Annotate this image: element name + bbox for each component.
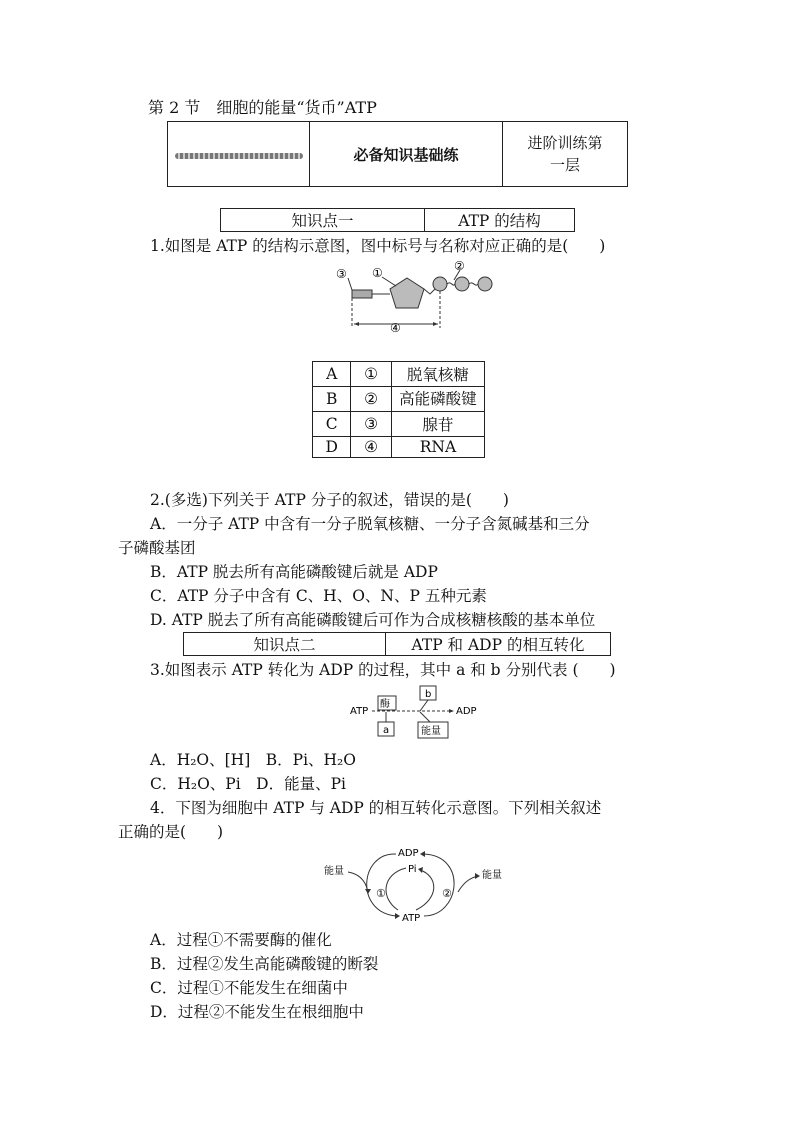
q2-option-c: C．ATP 分子中含有 C、H、O、N、P 五种元素: [150, 587, 487, 605]
fig4-pi: Pi: [408, 864, 417, 875]
knowledge-point-2: [183, 632, 611, 656]
label-1: ①: [372, 266, 383, 280]
q4-stem-line2: 正确的是( ): [118, 823, 224, 841]
q3-options-ab: A．H₂O、[H] B．Pi、H₂O: [150, 751, 356, 769]
header-right: 进阶训练第 一层: [503, 122, 628, 187]
fig3-enzyme: 酶: [380, 699, 390, 710]
q4-option-b: B．过程②发生高能磷酸键的断裂: [150, 955, 379, 973]
q1-stem: 1.如图是 ATP 的结构示意图，图中标号与名称对应正确的是( ): [150, 237, 606, 255]
fig4-energy-right: 能量: [482, 870, 502, 881]
fig3-a: a: [383, 725, 390, 736]
q4-option-a: A．过程①不需要酶的催化: [150, 931, 332, 949]
kp1-label: 知识点一: [221, 209, 425, 232]
header-decor-cell: [168, 122, 310, 187]
fig4-adp: ADP: [398, 848, 419, 859]
label-4: ④: [390, 321, 401, 335]
q1-row-b: B ② 高能磷酸键: [313, 387, 485, 412]
fig3-atp: ATP: [350, 706, 369, 717]
q1-row-c: C ③ 腺苷: [313, 412, 485, 437]
knowledge-point-1: [220, 208, 575, 232]
kp2-topic: ATP 和 ADP 的相互转化: [386, 633, 611, 656]
fig4-process-2: ②: [442, 887, 452, 900]
fig3-adp: ADP: [456, 706, 477, 717]
atp-adp-cycle-figure: [320, 842, 510, 926]
q4-stem-line1: 4．下图为细胞中 ATP 与 ADP 的相互转化示意图。下列相关叙述: [150, 799, 602, 817]
q1-answer-table: [312, 361, 485, 458]
atp-to-adp-figure: [348, 684, 488, 744]
phosphate-1: [433, 277, 447, 291]
label-2: ②: [454, 259, 465, 273]
q4-option-c: C．过程①不能发生在细菌中: [150, 979, 348, 997]
decor-bar: [175, 153, 303, 159]
q2-option-a-line2: 子磷酸基团: [118, 539, 196, 557]
q3-stem: 3.如图表示 ATP 转化为 ADP 的过程，其中 a 和 b 分别代表 ( ): [150, 661, 616, 679]
q2-option-b: B．ATP 脱去所有高能磷酸键后就是 ADP: [150, 563, 438, 581]
q3-options-cd: C．H₂O、Pi D．能量、Pi: [150, 775, 346, 793]
q2-option-d: D. ATP 脱去了所有高能磷酸键后可作为合成核糖核酸的基本单位: [150, 611, 596, 629]
fig4-process-1: ①: [376, 887, 386, 900]
q2-stem: 2.(多选)下列关于 ATP 分子的叙述，错误的是( ): [150, 491, 509, 509]
fig4-atp: ATP: [402, 913, 421, 924]
phosphate-2: [455, 277, 469, 291]
q1-row-a: A ① 脱氧核糖: [313, 362, 485, 387]
phosphate-3: [478, 277, 492, 291]
q2-option-a-line1: A．一分子 ATP 中含有一分子脱氧核糖、一分子含氮碱基和三分: [150, 515, 590, 533]
section-heading: 第 2 节 细胞的能量“货币”ATP: [148, 98, 377, 117]
atp-structure-figure: [330, 258, 500, 338]
kp2-label: 知识点二: [184, 633, 386, 656]
label-3: ③: [336, 267, 347, 281]
q4-option-d: D．过程②不能发生在根细胞中: [150, 1003, 364, 1021]
header-middle: 必备知识基础练: [310, 122, 503, 187]
q1-row-d: D ④ RNA: [313, 437, 485, 458]
fig3-b: b: [425, 689, 432, 700]
fig3-energy: 能量: [421, 726, 441, 737]
kp1-topic: ATP 的结构: [425, 209, 575, 232]
header-table: [167, 121, 628, 187]
ribose-pentagon: [390, 278, 424, 308]
adenine-base-shape: [352, 290, 372, 298]
fig4-energy-left: 能量: [324, 866, 344, 877]
